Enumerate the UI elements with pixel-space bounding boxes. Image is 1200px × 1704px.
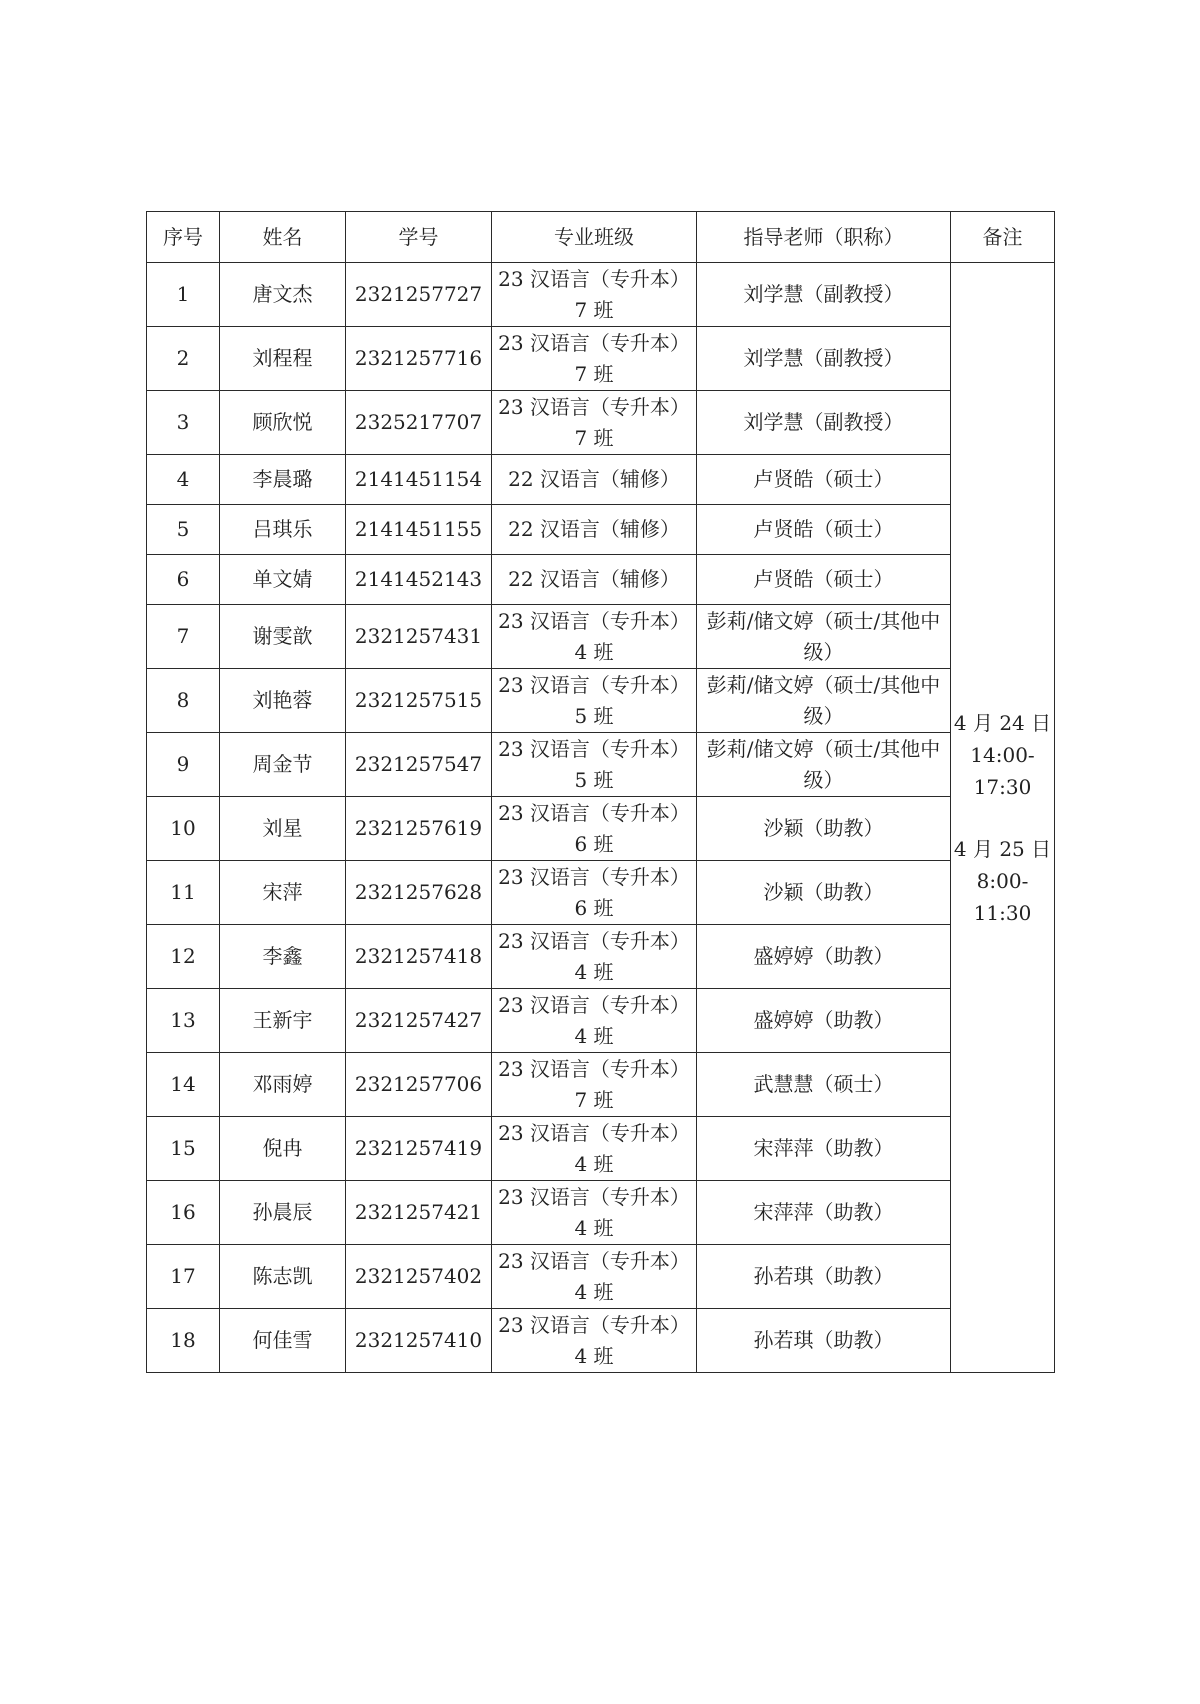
table-row xyxy=(147,391,1055,455)
header-cell: 指导老师（职称） xyxy=(697,212,951,263)
student-id-cell: 2321257619 xyxy=(346,797,492,861)
student-id-cell: 2141451155 xyxy=(346,505,492,555)
advisor-cell: 刘学慧（副教授） xyxy=(697,263,951,327)
table-body xyxy=(147,263,1055,1373)
table-row xyxy=(147,925,1055,989)
header-cell: 备注 xyxy=(951,212,1055,263)
student-id-cell: 2321257427 xyxy=(346,989,492,1053)
class-cell: 22 汉语言（辅修） xyxy=(492,455,697,505)
row-number-cell: 15 xyxy=(147,1117,220,1181)
table-row xyxy=(147,1245,1055,1309)
advisor-cell: 彭莉/储文婷（硕士/其他中级） xyxy=(697,733,951,797)
table-row xyxy=(147,505,1055,555)
class-cell: 23 汉语言（专升本）6 班 xyxy=(492,861,697,925)
student-id-cell: 2321257421 xyxy=(346,1181,492,1245)
advisor-cell: 武慧慧（硕士） xyxy=(697,1053,951,1117)
advisor-cell: 沙颖（助教） xyxy=(697,797,951,861)
student-id-cell: 2325217707 xyxy=(346,391,492,455)
row-number-cell: 6 xyxy=(147,555,220,605)
student-name-cell: 倪冉 xyxy=(220,1117,346,1181)
student-name-cell: 唐文杰 xyxy=(220,263,346,327)
class-cell: 23 汉语言（专升本）7 班 xyxy=(492,1053,697,1117)
student-name-cell: 孙晨辰 xyxy=(220,1181,346,1245)
class-cell: 23 汉语言（专升本）7 班 xyxy=(492,391,697,455)
advisor-cell: 卢贤皓（硕士） xyxy=(697,455,951,505)
table-row xyxy=(147,861,1055,925)
table-row xyxy=(147,605,1055,669)
table-row xyxy=(147,1181,1055,1245)
advisor-cell: 盛婷婷（助教） xyxy=(697,989,951,1053)
student-name-cell: 何佳雪 xyxy=(220,1309,346,1373)
advisor-cell: 盛婷婷（助教） xyxy=(697,925,951,989)
student-name-cell: 刘程程 xyxy=(220,327,346,391)
student-id-cell: 2321257706 xyxy=(346,1053,492,1117)
student-name-cell: 单文婧 xyxy=(220,555,346,605)
advisor-cell: 刘学慧（副教授） xyxy=(697,391,951,455)
row-number-cell: 17 xyxy=(147,1245,220,1309)
student-id-cell: 2321257727 xyxy=(346,263,492,327)
advisor-cell: 刘学慧（副教授） xyxy=(697,327,951,391)
row-number-cell: 9 xyxy=(147,733,220,797)
class-cell: 23 汉语言（专升本）5 班 xyxy=(492,669,697,733)
student-id-cell: 2321257547 xyxy=(346,733,492,797)
student-name-cell: 周金节 xyxy=(220,733,346,797)
table-header-row xyxy=(147,212,1055,263)
table-row xyxy=(147,455,1055,505)
student-name-cell: 王新宇 xyxy=(220,989,346,1053)
student-id-cell: 2321257418 xyxy=(346,925,492,989)
table-row xyxy=(147,1117,1055,1181)
row-number-cell: 3 xyxy=(147,391,220,455)
row-number-cell: 12 xyxy=(147,925,220,989)
student-name-cell: 李晨璐 xyxy=(220,455,346,505)
table-row xyxy=(147,989,1055,1053)
row-number-cell: 1 xyxy=(147,263,220,327)
class-cell: 23 汉语言（专升本）4 班 xyxy=(492,605,697,669)
student-name-cell: 邓雨婷 xyxy=(220,1053,346,1117)
student-id-cell: 2141452143 xyxy=(346,555,492,605)
header-cell: 序号 xyxy=(147,212,220,263)
student-id-cell: 2321257410 xyxy=(346,1309,492,1373)
row-number-cell: 4 xyxy=(147,455,220,505)
header-cell: 专业班级 xyxy=(492,212,697,263)
advisor-cell: 宋萍萍（助教） xyxy=(697,1117,951,1181)
advisor-cell: 卢贤皓（硕士） xyxy=(697,505,951,555)
advisor-cell: 彭莉/储文婷（硕士/其他中级） xyxy=(697,605,951,669)
table-row xyxy=(147,263,1055,327)
table-row xyxy=(147,1309,1055,1373)
class-cell: 22 汉语言（辅修） xyxy=(492,555,697,605)
student-name-cell: 陈志凯 xyxy=(220,1245,346,1309)
class-cell: 23 汉语言（专升本）4 班 xyxy=(492,1117,697,1181)
advisor-cell: 宋萍萍（助教） xyxy=(697,1181,951,1245)
class-cell: 23 汉语言（专升本）4 班 xyxy=(492,1181,697,1245)
header-cell: 姓名 xyxy=(220,212,346,263)
student-name-cell: 宋萍 xyxy=(220,861,346,925)
class-cell: 23 汉语言（专升本）4 班 xyxy=(492,1309,697,1373)
class-cell: 22 汉语言（辅修） xyxy=(492,505,697,555)
class-cell: 23 汉语言（专升本）6 班 xyxy=(492,797,697,861)
class-cell: 23 汉语言（专升本）4 班 xyxy=(492,1245,697,1309)
student-id-cell: 2321257419 xyxy=(346,1117,492,1181)
row-number-cell: 8 xyxy=(147,669,220,733)
student-id-cell: 2141451154 xyxy=(346,455,492,505)
row-number-cell: 2 xyxy=(147,327,220,391)
student-id-cell: 2321257402 xyxy=(346,1245,492,1309)
remark-date-2: 4 月 25 日 xyxy=(953,836,1052,861)
student-id-cell: 2321257716 xyxy=(346,327,492,391)
class-cell: 23 汉语言（专升本）4 班 xyxy=(492,925,697,989)
student-name-cell: 谢雯歆 xyxy=(220,605,346,669)
advisor-cell: 孙若琪（助教） xyxy=(697,1245,951,1309)
remark-cell xyxy=(951,263,1055,1373)
row-number-cell: 16 xyxy=(147,1181,220,1245)
row-number-cell: 7 xyxy=(147,605,220,669)
row-number-cell: 10 xyxy=(147,797,220,861)
student-name-cell: 刘艳蓉 xyxy=(220,669,346,733)
remark-time-2: 8:00-11:30 xyxy=(973,868,1032,925)
row-number-cell: 11 xyxy=(147,861,220,925)
student-id-cell: 2321257628 xyxy=(346,861,492,925)
row-number-cell: 5 xyxy=(147,505,220,555)
row-number-cell: 18 xyxy=(147,1309,220,1373)
table-row xyxy=(147,797,1055,861)
student-roster-table xyxy=(146,211,1055,1373)
class-cell: 23 汉语言（专升本）4 班 xyxy=(492,989,697,1053)
header-cell: 学号 xyxy=(346,212,492,263)
advisor-cell: 孙若琪（助教） xyxy=(697,1309,951,1373)
remark-date-1: 4 月 24 日 xyxy=(953,710,1052,735)
student-name-cell: 顾欣悦 xyxy=(220,391,346,455)
advisor-cell: 彭莉/储文婷（硕士/其他中级） xyxy=(697,669,951,733)
row-number-cell: 13 xyxy=(147,989,220,1053)
student-name-cell: 刘星 xyxy=(220,797,346,861)
class-cell: 23 汉语言（专升本）5 班 xyxy=(492,733,697,797)
student-name-cell: 吕琪乐 xyxy=(220,505,346,555)
advisor-cell: 沙颖（助教） xyxy=(697,861,951,925)
remark-spacer xyxy=(953,803,1052,833)
student-name-cell: 李鑫 xyxy=(220,925,346,989)
student-id-cell: 2321257515 xyxy=(346,669,492,733)
table-row xyxy=(147,327,1055,391)
row-number-cell: 14 xyxy=(147,1053,220,1117)
table-row xyxy=(147,733,1055,797)
advisor-cell: 卢贤皓（硕士） xyxy=(697,555,951,605)
class-cell: 23 汉语言（专升本）7 班 xyxy=(492,327,697,391)
class-cell: 23 汉语言（专升本）7 班 xyxy=(492,263,697,327)
table-row xyxy=(147,555,1055,605)
table-row xyxy=(147,669,1055,733)
table-row xyxy=(147,1053,1055,1117)
remark-time-1: 14:00-17:30 xyxy=(970,742,1035,799)
student-id-cell: 2321257431 xyxy=(346,605,492,669)
